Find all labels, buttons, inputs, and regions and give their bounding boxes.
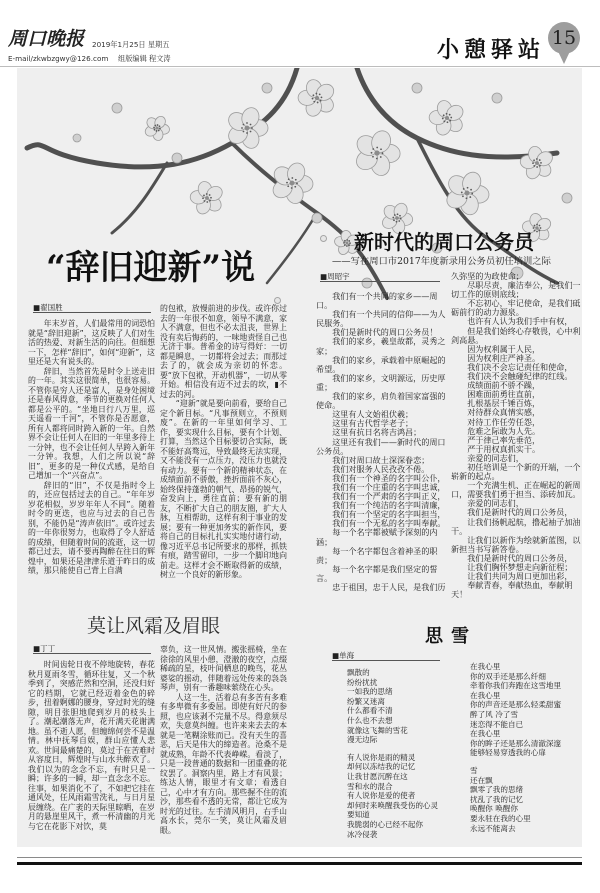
- blossom-bud: [112, 103, 122, 113]
- poem-line: 我们的家乡，肩负着国家富强的使命。: [316, 391, 446, 411]
- poem-line: 亲爱的同志们，: [467, 498, 524, 509]
- paragraph: 辞旧的“旧”，不仅是指时令上的，还应包括过去的自己。“年年岁岁花相似，岁岁年年人不同”。随着时令的更迭，也应与过去的自己告别，不能仍是“涛声依旧”。或许过去的一年你很努力，也取得了令人舒适的成绩，但随着时间的流逝，这一切都已过去，请不要再陶醉在往日的辉煌中，如果还是津津乐道于昨日的成绩，那只能使自己背上自满: [28, 480, 155, 575]
- poem-line: 不忘初心，牢记使命，是我们砥砺前行的动力源泉。: [451, 298, 581, 318]
- poem-line: 能够轻易穿透我的心扉: [470, 748, 546, 758]
- blossom-bud: [172, 153, 182, 163]
- poem-line: 因为权利庄严神圣。: [467, 352, 541, 363]
- article-byline: ■翟国胜: [33, 303, 151, 313]
- poem-line: 要知道: [347, 810, 370, 820]
- footer-rule-thin: [17, 857, 582, 858]
- poem-line: 我们有一个无私的名字叫奉献。: [332, 518, 446, 529]
- poem-line: 纷纷扰扰: [347, 677, 378, 687]
- poem-column-1: [347, 668, 452, 839]
- header-divider: [0, 66, 600, 67]
- poem-line: 雪和水的混合: [347, 781, 393, 791]
- blossom-bud: [562, 193, 572, 203]
- article-byline: ■丁丁: [33, 644, 151, 654]
- poem-line: 我们是新时代的周口公务员，: [467, 552, 573, 563]
- poem-line: 我们决不会触碰纪律的红线。: [467, 371, 573, 382]
- issue-date: 2019年1月25日 星期五: [92, 40, 170, 49]
- blossom-flower: [270, 160, 314, 205]
- poem-line: 对待群众真情实感，: [467, 407, 541, 418]
- poem-line: 漫无边际: [347, 735, 378, 745]
- paragraph: 时间齿轮日夜不停地旋转，春花秋月夏雨冬雪，循环往复，又一个秋季到了，突感茫然和空洞，还没归好它的档期，它就已经迈着金色的碎步，扭着婀娜的腰身，穿过时光的缝隙，明目张胆地爬到岁月的枝头上了。潮起潮落无声，花开满天花谢满地。虽不逝人愿，但缠绵何尝不是温情。林中抚琴自娱，群山应懂人悲欢。世间最痛楚的，莫过于在苦难时从容度日，辉煌时与山水共醉欢了。我们以为的念念不忘，有时只是一瞬；许多的一瞬，却一直念念不忘。往事，如果消化不了，不如把它挂在通风处，任风雨霜雪洗礼，与日月星辰缠绕。在广袤的天际里晾晒，在岁月的悬崖里风干，煮一杯清幽的月光与它在花影下对饮，莫: [28, 660, 155, 831]
- poem-line: 我们是新时代的周口公务员！: [332, 327, 438, 338]
- poem-line: 在我心里: [470, 729, 501, 739]
- poem-line: 让我甘愿沉醉在这: [347, 771, 408, 781]
- poem-line: 这里有人文始祖伏羲；: [332, 409, 414, 420]
- poem-line: 让我们以新作为绘就新蓝图，以新担当书写新答卷。: [451, 534, 581, 554]
- page-number-badge: 15: [548, 22, 580, 54]
- poem-line: 奉献青春，奉献热血，奉献明天！: [451, 580, 573, 600]
- blossom-flower: [298, 78, 337, 119]
- poem-line: 这里有抗日名将吉鸿昌；: [332, 427, 422, 438]
- poem-line: 我们对周口故土深深眷恋；: [332, 454, 430, 465]
- poem-line: 让我们扬帆起航，撸起袖子加油干。: [451, 516, 581, 536]
- poem-line: 每一个名字都是我们坚定的誓言。: [316, 563, 438, 583]
- blossom-flower: [429, 99, 466, 137]
- poem-line: 对待工作任劳任怨，: [467, 416, 541, 427]
- poem-stanza: [470, 766, 580, 833]
- article-column-1: [28, 660, 155, 831]
- contact-email[interactable]: E-mail/zkwbzgwy@126.com: [8, 54, 109, 63]
- article-title: 莫让风霜及眉眼: [87, 615, 221, 637]
- poem-line: 我们有一个共同的信仰——为人民服务。: [316, 309, 446, 329]
- article-byline: ■单海: [332, 651, 440, 661]
- poem-line: 我们有一个纯洁的名字叫清廉，: [332, 500, 446, 511]
- poem-line: 什么都看不清: [347, 706, 393, 716]
- article-column-2: [160, 304, 287, 580]
- poem-column-1: [316, 292, 447, 592]
- poem-line: 飘零了我的思绪: [470, 785, 524, 795]
- blossom-bud: [412, 83, 422, 93]
- poem-line: 亲爱的同志们，: [467, 452, 524, 463]
- paragraph: “迎新”就是要向前看，要给自己定个新目标。“凡事预则立，不预则废”。在新的一年里如何学习、工作，要实现什么目标，要有个计划、打算，当然这个目标要切合实际，既不能好高骛远，导致最终无法实现，又不能没有一点压力，没压力也就没有动力。要有一个新的精神状态，在成绩面前不骄傲，挫折面前不灰心，始终保持蓬勃的朝气、昂扬的锐气，奋发向上，勇往直前；要有新的朋友，不断扩大自己的朋友圈，扩大人脉，互相帮助，这样有利于事业的发展；要有一种更加务实的新作风，要将自己的目标扎扎实实地付诸行动，像习近平总书记所要求的那样，抓铁有痕，踏雪留印，一步一个脚印地向前走。这样才会不断取得新的成绩，树立一个良好的新形象。: [160, 399, 287, 579]
- poem-line: 你的双手还是那么纤细: [470, 671, 546, 681]
- poem-line: 一个充满生机、正在崛起的新周口，需要我们勇于担当、添砖加瓦。: [451, 480, 581, 500]
- blossom-flower: [143, 115, 170, 142]
- poem-line: 却何以冻结我的记忆: [347, 762, 416, 772]
- poem-line: 也许有人认为我们手中有权，: [467, 316, 573, 327]
- poem-line: 严于律己率先垂范，: [467, 434, 541, 445]
- poem-line: 我们有一个共同的家乡——周口。: [316, 291, 438, 311]
- poem-line: 我们有一个坚定的名字叫担当，: [332, 509, 446, 520]
- poem-line: 我们有一个严肃的名字叫正义，: [332, 491, 446, 502]
- article-column-1: [28, 319, 155, 576]
- poem-column-2: [470, 662, 580, 833]
- article-column-2: [160, 645, 287, 835]
- decor-dot: [274, 297, 281, 304]
- poem-line: 久弥坚的为政使命；: [451, 271, 524, 281]
- blossom-bud: [492, 93, 502, 103]
- paragraph: 辜负，这一世风情。搬张摇椅，坐在徐徐的风里小憩，澄澈的夜空，点缀稀疏的星，枝叶间栖息的晚鸟，花丛婆娑的摇动，伴随着远处传来的袅袅琴声，别有一番趣味萦绕在心头。: [160, 645, 287, 692]
- blossom-flower: [190, 180, 225, 216]
- stanza-gap: [347, 745, 452, 753]
- poem-line: 还在飘: [470, 775, 493, 785]
- blossom-bud: [312, 213, 322, 223]
- poem-line: 初任培训是一个新的开端，一个崭新的起点。: [451, 461, 581, 482]
- paragraph: 人这一生，活着总有多苦有多难有多卑微有多委屈。即使有好尺的参照，也应该剥不完量不尽。得意须尽欢，失意莫纠缠。也许来来去去的本就是一笔糊涂账而已。没有天生的喜恶，后天是伟大的缔造者。沧桑不是就成熟，年龄不代表峥嵘。看淡了，只是一段普通的数据和一团重叠的花纹罢了。洞察内里，路上才有风景；练达人情，眼里才有文章；看透自己，心中才有方向。那些握不住的流沙，那些看不透的无常，都让它成为时光的过往。左手清风明月，右手山高水长，莞尔一笑，莫让风霜及眉眼。: [160, 692, 287, 835]
- poem-line: 严于用权真抓实干。: [467, 443, 541, 454]
- blossom-flower: [443, 169, 489, 216]
- poem-line: 让我们胸怀梦想走向新征程；: [467, 562, 573, 572]
- poem-stanza: [470, 662, 580, 758]
- poem-line: 永远不能离去: [470, 823, 516, 833]
- poem-line: 成绩面前不骄不躁，: [467, 380, 541, 391]
- poem-line: 在我心里: [470, 690, 501, 700]
- poem-line: 困难面前勇往直前，: [467, 389, 541, 400]
- poem-line: 扰乱了我的记忆: [470, 794, 524, 804]
- blossom-flower: [353, 128, 401, 178]
- poem-line: 我们的家乡，文明源远，历史厚重；: [316, 372, 446, 392]
- poem-line: 就像这飞舞的雪花: [347, 725, 408, 735]
- poem-line: 什么也不去想: [347, 715, 393, 725]
- blossom-bud: [73, 134, 81, 142]
- paragraph: 的包袱，放慢前进的步伐。或许你过去的一年很不如意，领导不满意，家人不满意，但也不必太沮丧，世界上没有卖后悔药的，一味地责怪自己也无济于事。普希金的诗写得好：一切都是瞬息，一切都将会过去；而那过去了的，就会成为亲切的怀恋。要“放下包袱，开动机器”，一切从零开始。相信没有迈不过去的坎，▮不过去的河。: [160, 304, 287, 399]
- poem-line: 每一个名字都包含着神圣的职责；: [316, 545, 438, 565]
- editor-credit: 组版编辑 程文涛: [118, 54, 171, 63]
- poem-line: 忠于祖国，忠于人民，是我们历: [332, 582, 446, 592]
- poem-line: 有人说你是雨的精灵: [347, 752, 416, 762]
- poem-line: 我们有一个神圣的名字叫公仆，: [332, 472, 446, 483]
- poem-line: 我们是新时代的周口公务员，: [467, 507, 573, 518]
- paragraph: 年末岁首，人们最常用的词恐怕就是“辞旧迎新”，这反映了人们对生活的热爱、对新生活的向往。但细想一下，怎样“辞旧”，如何“迎新”，这里还是大有说头的。: [28, 319, 155, 366]
- article-title: “辞旧迎新”说: [46, 248, 256, 288]
- poem-line: 飘散的: [347, 668, 370, 677]
- poem-line: 你的眸子还是那么清澈深邃: [470, 738, 562, 748]
- poem-line: 纷繁又迷离: [347, 696, 385, 706]
- poem-line: 却何时来唤醒我受伤的心灵: [347, 800, 439, 810]
- poem-line: 我们有一个庄重的名字叫忠诚，: [332, 481, 446, 492]
- footer-rule-thick: [17, 862, 582, 865]
- poem-line: 我们的家乡，承载着中原崛起的希望。: [316, 354, 446, 374]
- poem-stanza: [347, 668, 452, 745]
- poem-line: 让我们共同为周口更加出彩，: [467, 571, 573, 582]
- poem-line: 要永驻在我的心里: [470, 813, 531, 823]
- article-subtitle: ——写在周口市2017年度新录用公务员初任培训之际: [332, 256, 551, 267]
- poem-column-2: [451, 272, 582, 599]
- poem-line: 但是我们始终心存敬畏，心中利剑高悬。: [451, 325, 581, 345]
- poem-line: 迷恋得不能自已: [470, 719, 524, 729]
- branch: [267, 213, 317, 283]
- poem-line: 扎根基层千锤百炼，: [467, 398, 541, 409]
- poem-line: 这里有古代哲学老子；: [332, 418, 414, 429]
- poem-line: 你的声音还是那么轻柔甜蜜: [470, 700, 562, 710]
- article-title: 新时代的周口公务员: [354, 230, 534, 254]
- poem-line: 我脆弱的心已经不起你: [347, 819, 423, 829]
- poem-line: 我们对服务人民孜孜不倦。: [332, 463, 430, 474]
- blossom-bud: [262, 83, 272, 93]
- stanza-gap: [470, 758, 580, 766]
- poem-line: 雪: [470, 765, 478, 775]
- paragraph: 辞旧，当然首先是时令上送走旧的一年。其实这很简单，也很容易。不管你是穷人还是富人，是身处困境还是春风得意，季节的更换对任何人都是公平的。“坐地日行八万里，巡天遥看一千河”，不管你是否愿意，所有人都将同时跨入新的一年。自然界不会让任何人在旧的一年里多待上一分钟，也不会让任何人早跨入新年一分钟。我想，人们之所以说“辞旧”，更多的是一种仪式感，是给自己增加一个“兴奋点”。: [28, 366, 155, 480]
- section-title: 小憩驿站: [437, 37, 546, 63]
- poem-line: 在我心里: [470, 662, 501, 671]
- poem-line: 牵着你我们奔跑在这雪地里: [470, 681, 562, 691]
- poem-line: 尽职尽责，廉洁奉公，是我们一切工作的原则底线；: [451, 280, 581, 300]
- newspaper-logo: 周口晚报: [8, 28, 85, 50]
- poem-line: 冰冷侵袭: [347, 829, 378, 839]
- poem-line: 每一个名字都被赋予深刻的内涵；: [316, 527, 438, 547]
- poem-line: 醉了风 冷了雪: [470, 709, 518, 719]
- decor-dot: [320, 235, 327, 242]
- poem-line: 这里还有我们——新时代的周口公务员。: [316, 436, 446, 456]
- poem-line: 唤醒你 唤醒你: [470, 804, 518, 814]
- branch: [112, 163, 167, 233]
- poem-line: 因为权利属于人民，: [467, 343, 541, 354]
- article-byline: ■周昭宇: [320, 272, 440, 282]
- poem-stanza: [347, 753, 452, 839]
- poem-line: 一如我的思绪: [347, 687, 393, 697]
- poem-line: 我们的家乡，羲皇故都，灵秀之家；: [316, 336, 446, 356]
- poem-line: 我们决不会忘记责任和使命，: [467, 361, 573, 372]
- blossom-flower: [520, 145, 555, 181]
- poem-line: 有人说你是爱的使者: [347, 791, 416, 801]
- article-title: 思雪: [425, 626, 477, 647]
- poem-line: 危难之际敢为人先。: [467, 425, 541, 436]
